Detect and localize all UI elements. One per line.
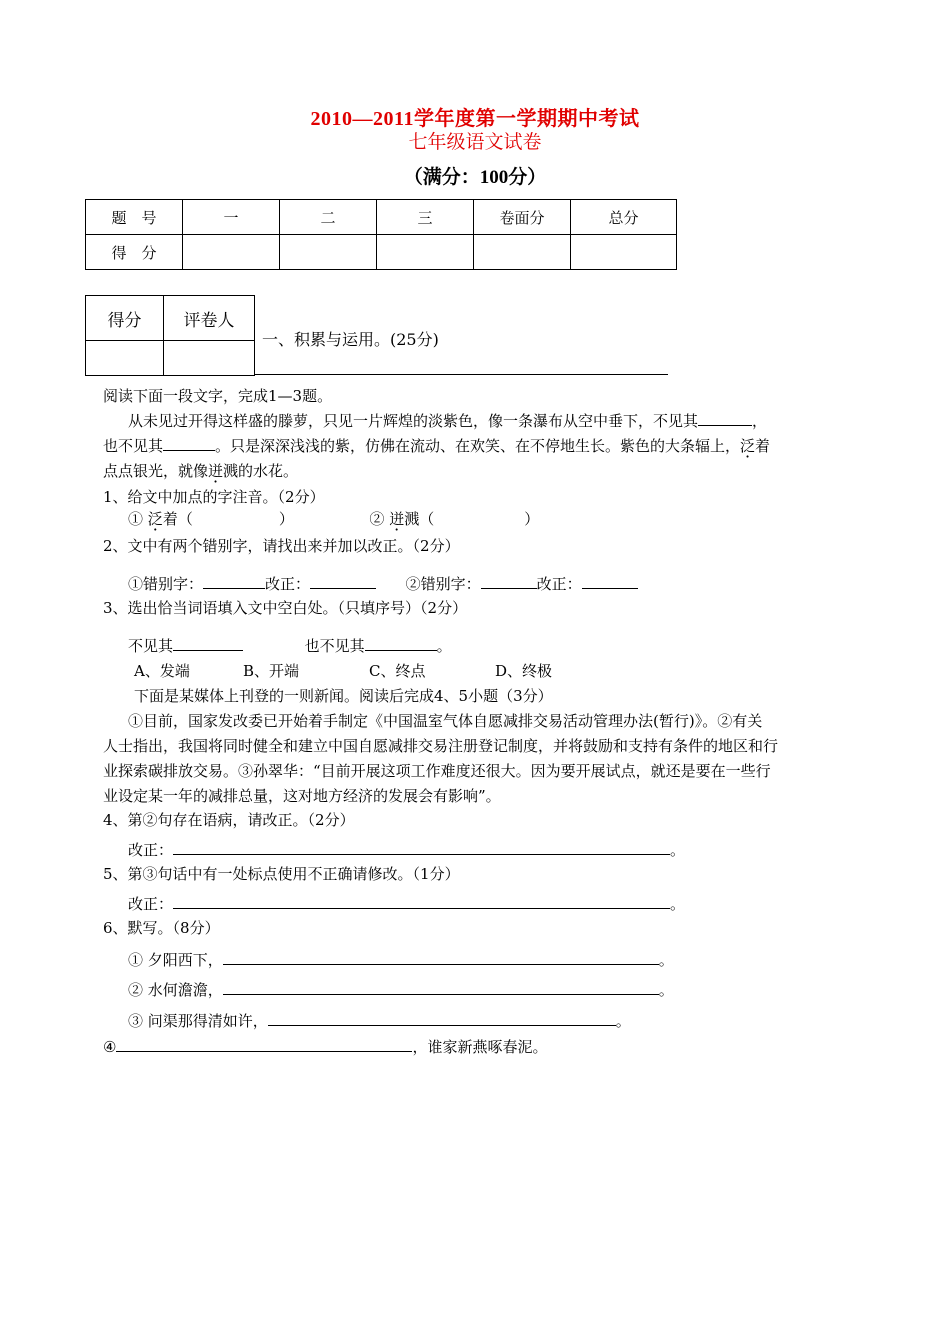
passage-text: ，	[752, 412, 768, 430]
passage-text: 着	[755, 437, 771, 455]
score-cell[interactable]	[474, 235, 571, 270]
passage-line-3	[103, 461, 298, 481]
q2-wrong-2[interactable]	[481, 574, 537, 589]
passage-text: 。只是深深浅浅的紫，仿佛在流动、在欢笑、在不停地生长。紫色的大条辐上，	[215, 437, 741, 455]
q2-fix-2[interactable]	[582, 574, 638, 589]
q6-prompt-1: ① 夕阳西下，	[128, 951, 223, 969]
q1-item2-num: ②	[369, 510, 385, 528]
passage-blank-2[interactable]	[163, 436, 215, 451]
q1-item1-close: ）	[278, 510, 294, 528]
q3-blank1-label: 不见其	[128, 637, 174, 655]
q2-fix-1[interactable]	[310, 574, 376, 589]
q1-item2-close: ）	[524, 510, 540, 528]
passage-text: 溅的水花。	[223, 462, 299, 480]
news-intro: 下面是某媒体上刊登的一则新闻。阅读后完成4、5小题（3分）	[134, 687, 553, 705]
q6-prompt-4: ，谁家新燕啄春泥。	[412, 1038, 548, 1056]
passage-line-2	[103, 436, 770, 456]
q5-label: 改正：	[128, 895, 174, 913]
reading-intro: 阅读下面一段文字，完成1—3题。	[103, 387, 333, 405]
section-underline	[255, 374, 668, 375]
grader-table	[85, 295, 255, 376]
q4-label: 改正：	[128, 841, 174, 859]
score-col-paper: 卷面分	[474, 200, 571, 235]
passage-line-1	[128, 411, 767, 431]
q6-stem: 6、默写。（8分）	[103, 919, 220, 937]
q2-answers	[128, 574, 638, 594]
section-title: 一、积累与运用。(25分)	[262, 330, 439, 349]
q3-end: 。	[436, 637, 452, 655]
q6-line-4	[103, 1037, 547, 1057]
q6-end: 。	[615, 1012, 631, 1030]
q2-item1-label: ①错别字：	[128, 575, 204, 593]
passage-blank-1[interactable]	[698, 411, 752, 426]
news-line-4: 业设定某一年的减排总量，这对地方经济的发展会有影响”。	[103, 787, 501, 805]
dotted-char: 迸	[389, 510, 405, 528]
q6-prompt-2: ② 水何澹澹，	[128, 981, 223, 999]
q3-options	[134, 661, 552, 681]
dotted-char: 泛	[147, 510, 163, 528]
q6-answer-4[interactable]	[116, 1037, 412, 1052]
q6-line-3	[128, 1011, 631, 1031]
q5-end: 。	[670, 895, 686, 913]
passage-text: 从未见过开得这样盛的滕萝，只见一片辉煌的淡紫色，像一条瀑布从空中垂下，不见其	[128, 412, 699, 430]
exam-title: 2010—2011学年度第一学期期中考试	[310, 108, 640, 130]
score-col-2: 二	[280, 200, 377, 235]
q1-stem: 1、给文中加点的字注音。（2分）	[103, 488, 325, 506]
q1-item2-word: 溅（	[404, 510, 435, 528]
score-table-row-label: 得 分	[86, 235, 183, 270]
news-line-3: 业探索碳排放交易。③孙翠华：“目前开展这项工作难度还很大。因为要开展试点，就还是要在一些行	[103, 762, 771, 780]
news-line-2: 人士指出，我国将同时健全和建立中国自愿减排交易注册登记制度，并将鼓励和支持有条件的地区和行	[103, 737, 779, 755]
full-score: （满分：100分）	[403, 167, 547, 188]
passage-text: 点点银光，就像	[103, 462, 209, 480]
score-table-header-label: 题 号	[86, 200, 183, 235]
q6-answer-1[interactable]	[223, 950, 659, 965]
grader-score-label: 得分	[86, 296, 164, 341]
grader-value-row	[86, 341, 255, 376]
score-cell[interactable]	[183, 235, 280, 270]
q6-end: 。	[658, 951, 674, 969]
exam-subtitle: 七年级语文试卷	[408, 132, 542, 153]
q3-stem: 3、选出恰当词语填入文中空白处。（只填序号）（2分）	[103, 599, 468, 617]
q6-line-1	[128, 950, 674, 970]
q3-blank2-label: 也不见其	[304, 637, 365, 655]
score-cell[interactable]	[280, 235, 377, 270]
q4-answer-row	[128, 840, 685, 860]
passage-text: 也不见其	[103, 437, 164, 455]
q3-blanks	[128, 636, 452, 656]
grader-name-cell[interactable]	[164, 341, 255, 376]
grader-header-row	[86, 296, 255, 341]
grader-name-label: 评卷人	[164, 296, 255, 341]
q2-fix-label: 改正：	[536, 575, 582, 593]
score-table-value-row	[86, 235, 677, 270]
score-table	[85, 199, 677, 270]
score-col-total: 总分	[571, 200, 677, 235]
q4-stem: 4、第②句存在语病，请改正。（2分）	[103, 811, 355, 829]
q4-answer[interactable]	[173, 840, 670, 855]
q1-item1-num: ①	[128, 510, 144, 528]
q3-blank-2[interactable]	[365, 636, 437, 651]
score-col-3: 三	[377, 200, 474, 235]
q5-stem: 5、第③句话中有一处标点使用不正确请修改。（1分）	[103, 865, 460, 883]
q6-answer-3[interactable]	[268, 1011, 616, 1026]
score-cell[interactable]	[571, 235, 677, 270]
q5-answer[interactable]	[173, 894, 670, 909]
q2-fix-label: 改正：	[265, 575, 311, 593]
q3-option-a[interactable]: A、发端	[134, 662, 190, 680]
score-table-header-row	[86, 200, 677, 235]
dotted-char: 迸	[208, 462, 224, 480]
q6-line-2	[128, 980, 674, 1000]
q2-item2-label: ②错别字：	[405, 575, 481, 593]
q2-wrong-1[interactable]	[203, 574, 265, 589]
q3-option-b[interactable]: B、开端	[243, 662, 300, 680]
q1-item1-word: 着（	[162, 510, 193, 528]
q1-answers	[128, 509, 539, 529]
q3-option-d[interactable]: D、终极	[495, 662, 553, 680]
score-cell[interactable]	[377, 235, 474, 270]
q6-prompt-3: ③ 问渠那得清如许，	[128, 1012, 268, 1030]
score-col-1: 一	[183, 200, 280, 235]
dotted-char: 泛	[740, 437, 756, 455]
q6-end: 。	[658, 981, 674, 999]
news-line-1: ①目前，国家发改委已开始着手制定《中国温室气体自愿减排交易活动管理办法(暂行)》。②有关	[128, 712, 763, 730]
grader-score-cell[interactable]	[86, 341, 164, 376]
q6-answer-2[interactable]	[223, 980, 659, 995]
q3-option-c[interactable]: C、终点	[369, 662, 426, 680]
q4-end: 。	[670, 841, 686, 859]
q6-prompt-4-num: ④	[103, 1038, 117, 1056]
q5-answer-row	[128, 894, 685, 914]
q2-stem: 2、文中有两个错别字，请找出来并加以改正。（2分）	[103, 537, 460, 555]
q3-blank-1[interactable]	[173, 636, 243, 651]
